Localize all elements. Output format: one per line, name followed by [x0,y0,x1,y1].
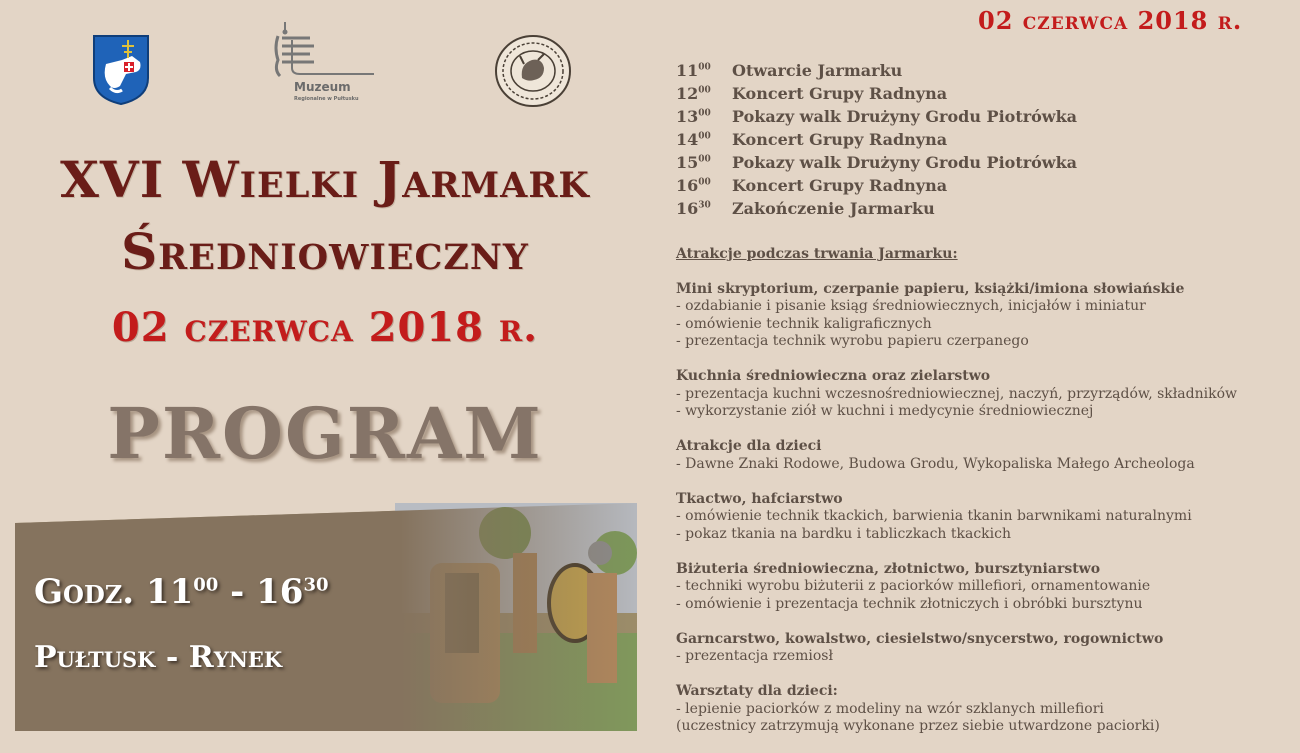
section-item: - omówienie technik kaligraficznych [676,315,932,332]
section-title: Kuchnia średniowieczna oraz zielarstwo [676,368,991,384]
attraction-section [676,491,1286,544]
event-place: Pułtusk - Rynek [34,640,283,675]
section-item: (uczestnicy zatrzymują wykonane przez siebie utwardzone paciorki) [676,718,1160,734]
section-item: - prezentacja rzemiosł [676,648,834,664]
attraction-section [676,631,1286,666]
coat-of-arms-icon [92,34,150,106]
section-title: Mini skryptorium, czerpanie papieru, książki/imiona słowiańskie [676,280,1185,297]
medieval-seal-icon [494,34,572,108]
section-item: - ozdabianie i pisanie ksiąg średniowiecznych, inicjałów i miniatur [676,298,1146,314]
reenactment-photo-banner [15,503,637,731]
attractions-heading: Atrakcje podczas trwania Jarmarku: [676,246,958,262]
schedule-row: $15^{00}$ Pokazy walk Drużyny Grodu Piotrówka [676,153,1078,172]
attraction-section [676,561,1286,614]
section-item: - techniki wyrobu biżuterii z paciorków millefiori, ornamentowanie [676,578,1151,594]
schedule-row: $13^{00}$ Pokazy walk Drużyny Grodu Piotrówka [676,107,1078,126]
attraction-section [676,683,1286,736]
section-item: - prezentacja kuchni wczesnośredniowiecznej, naczyń, przyrządów, składników [676,385,1237,402]
schedule-row: $16^{00}$ Koncert Grupy Radnyna [676,176,948,195]
museum-subtitle: Regionalne w Pułtusku [294,96,359,102]
event-hours: Godz. $11^{00} - 16^{30}$ [34,572,329,612]
museum-logo [270,22,382,108]
event-date: 02 czerwca 2018 r. [111,304,539,351]
section-title: Garncarstwo, kowalstwo, ciesielstwo/snycerstwo, rogownictwo [676,630,1164,647]
attraction-section [676,438,1286,473]
section-item: - lepienie paciorków z modeliny na wzór szklanych millefiori [676,700,1104,717]
event-date-corner: 02 czerwca 2018 r. [978,6,1243,35]
event-title-line1: XVI Wielki Jarmark [60,150,590,209]
attraction-section [676,368,1286,421]
program-heading: PROGRAM [107,392,543,475]
schedule-row: $16^{30}$ Zakończenie Jarmarku [676,199,935,218]
attraction-section [676,281,1286,351]
section-title: Warsztaty dla dzieci: [676,683,838,699]
attractions-list [676,246,1286,753]
schedule-list [676,61,1077,222]
section-title: Tkactwo, hafciarstwo [676,490,843,507]
section-item: - prezentacja technik wyrobu papieru czerpanego [676,333,1029,349]
section-item: - Dawne Znaki Rodowe, Budowa Grodu, Wykopaliska Małego Archeologa [676,455,1195,472]
section-item: - omówienie technik tkackich, barwienia tkanin barwnikami naturalnymi [676,508,1192,524]
section-title: Biżuteria średniowieczna, złotnictwo, bursztyniarstwo [676,560,1101,577]
schedule-row: $11^{00}$ Otwarcie Jarmarku [676,61,903,80]
section-item: - wykorzystanie ziół w kuchni i medycynie średniowiecznej [676,403,1094,419]
schedule-row: $12^{00}$ Koncert Grupy Radnyna [676,84,948,103]
event-title-line2: Średniowieczny [121,222,529,281]
section-title: Atrakcje dla dzieci [676,438,822,454]
museum-name: Muzeum [294,80,351,94]
schedule-row: $14^{00}$ Koncert Grupy Radnyna [676,130,948,149]
section-item: - pokaz tkania na bardku i tabliczkach tkackich [676,525,1011,542]
section-item: - omówienie i prezentacja technik złotniczych i obróbki bursztynu [676,595,1143,612]
